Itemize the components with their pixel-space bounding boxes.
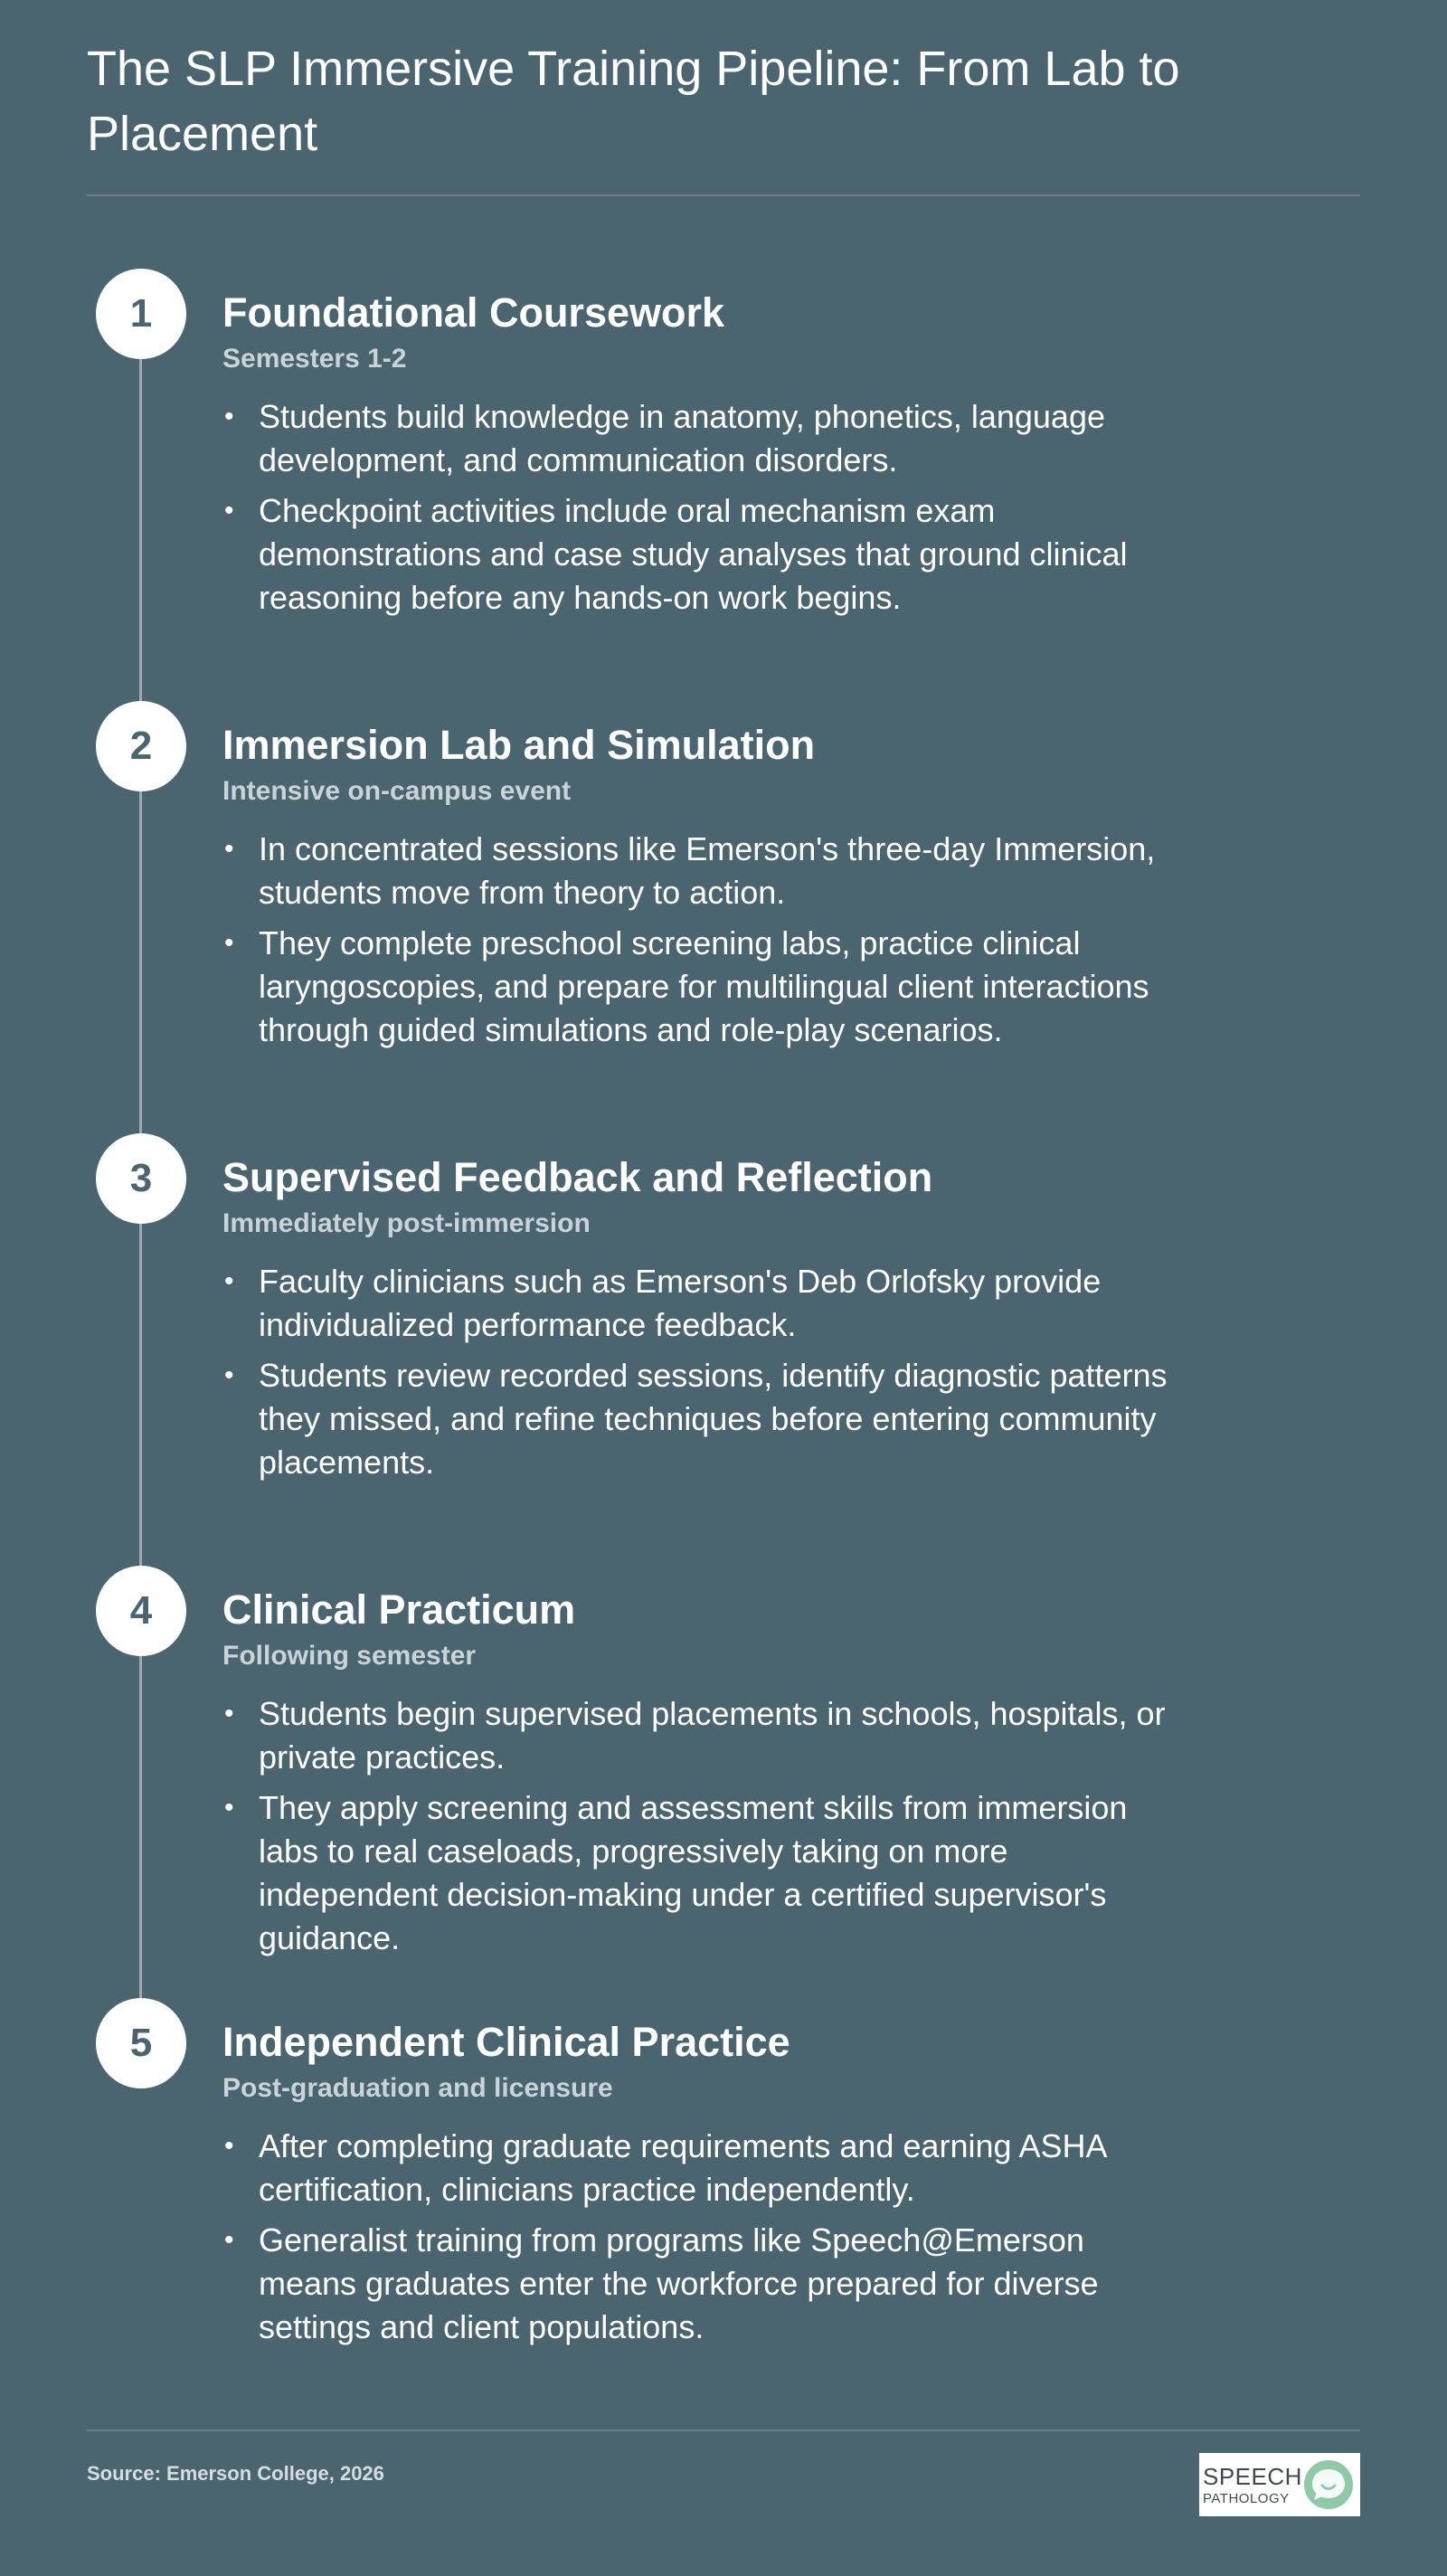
bullet-item: • Checkpoint activities include oral mechanism exam demonstrations and case study analyses that ground clinical reasoning before any hands-on work begins. xyxy=(222,489,1172,620)
bullet-item: • They apply screening and assessment skills from immersion labs to real caseloads, progressively taking on more independent decision-making under a certified supervisor's guidance. xyxy=(222,1786,1172,1960)
footer-divider xyxy=(87,2429,1360,2431)
step-subtitle: Semesters 1-2 xyxy=(222,344,407,374)
logo-text xyxy=(1203,2462,1302,2506)
step-subtitle: Post-graduation and licensure xyxy=(222,2073,613,2103)
step-content xyxy=(222,289,1172,627)
step-title: Immersion Lab and Simulation xyxy=(222,722,816,768)
logo-line-1: SPEECH xyxy=(1203,2462,1302,2490)
step-bullets xyxy=(222,1260,1172,1484)
step-bullets xyxy=(222,395,1172,620)
step-bullets xyxy=(222,2125,1172,2349)
step-content xyxy=(222,2018,1172,2356)
page-title: The SLP Immersive Training Pipeline: From Lab to Placement xyxy=(87,42,1180,161)
speech-pathology-logo xyxy=(1199,2453,1360,2516)
step-number-badge: 4 xyxy=(96,1566,186,1656)
step-number-badge: 5 xyxy=(96,1998,186,2088)
step-subtitle: Following semester xyxy=(222,1641,477,1671)
bullet-item: • Students review recorded sessions, identify diagnostic patterns they missed, and refine techniques before entering community placements. xyxy=(222,1354,1172,1484)
step-content xyxy=(222,1586,1172,1967)
step-subtitle: Immediately post-immersion xyxy=(222,1208,591,1238)
bullet-item: • Generalist training from programs like Speech@Emerson means graduates enter the workforce prepared for diverse settings and client populations. xyxy=(222,2219,1172,2349)
header-divider xyxy=(87,194,1360,196)
step-number-badge: 2 xyxy=(96,701,186,791)
bullet-item: • After completing graduate requirements and earning ASHA certification, clinicians practice independently. xyxy=(222,2125,1172,2211)
step-number-badge: 3 xyxy=(96,1133,186,1224)
bullet-item: • Students build knowledge in anatomy, phonetics, language development, and communication disorders. xyxy=(222,395,1172,482)
speech-bubble-icon xyxy=(1302,2458,1355,2511)
step-subtitle: Intensive on-campus event xyxy=(222,776,572,806)
step-bullets xyxy=(222,828,1172,1052)
bullet-item: • Faculty clinicians such as Emerson's Deb Orlofsky provide individualized performance feedback. xyxy=(222,1260,1172,1347)
step-number-badge: 1 xyxy=(96,269,186,359)
step-content xyxy=(222,1153,1172,1492)
step-title: Independent Clinical Practice xyxy=(222,2019,790,2065)
bullet-item: • They complete preschool screening labs, practice clinical laryngoscopies, and prepare for multilingual client interactions through guided simulations and role-play scenarios. xyxy=(222,922,1172,1052)
step-bullets xyxy=(222,1692,1172,1960)
step-title: Foundational Coursework xyxy=(222,289,725,336)
bullet-item: • Students begin supervised placements in schools, hospitals, or private practices. xyxy=(222,1692,1172,1779)
source-note: Source: Emerson College, 2026 xyxy=(87,2462,384,2485)
step-title: Supervised Feedback and Reflection xyxy=(222,1154,933,1200)
step-content xyxy=(222,721,1172,1059)
logo-line-2: PATHOLOGY xyxy=(1203,2490,1290,2506)
step-title: Clinical Practicum xyxy=(222,1586,576,1633)
bullet-item: • In concentrated sessions like Emerson's three-day Immersion, students move from theory to action. xyxy=(222,828,1172,914)
